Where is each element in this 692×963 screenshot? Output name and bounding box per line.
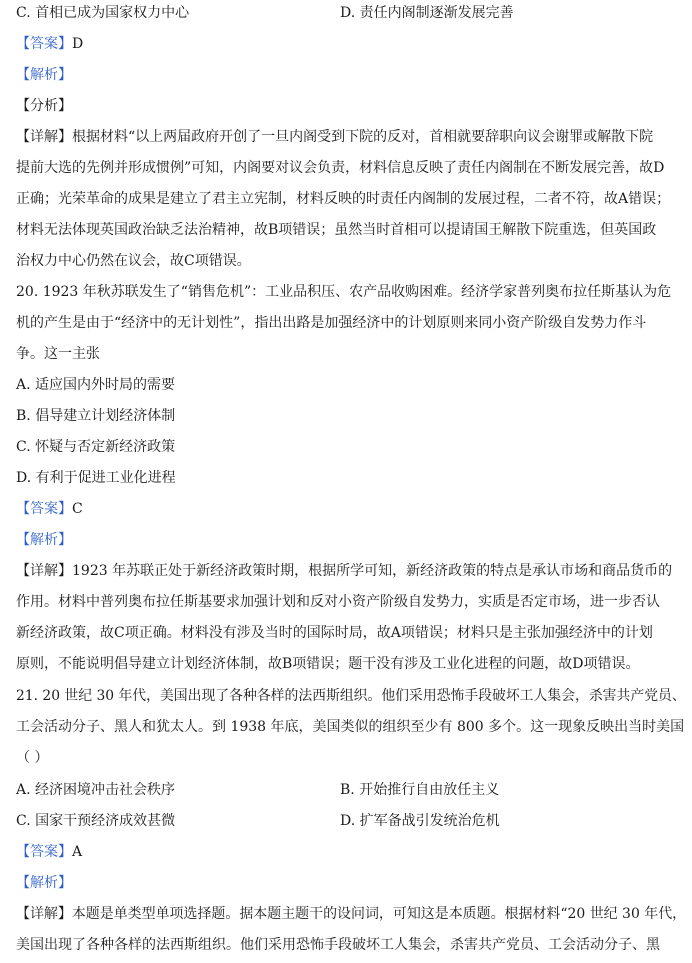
q19-answer — [16, 34, 83, 54]
answer-letter: C — [72, 501, 83, 517]
q21-stem-line-3: （ ） — [16, 750, 49, 766]
q19-detail-line-2: 提前大选的先例并形成惯例”可知，内阁要对议会负责，材料信息反映了责任内阁制在不断发展完善，故D — [16, 160, 665, 176]
q19-option-d: D. 责任内阁制逐渐发展完善 — [340, 5, 514, 21]
fenxi-tag: 【分析】 — [16, 98, 72, 114]
answer-letter: A — [72, 844, 83, 860]
q21-option-b: B. 开始推行自由放任主义 — [340, 782, 500, 798]
q21-jiexi — [16, 873, 72, 893]
detail-tag: 【详解】 — [16, 129, 72, 145]
detail-text: 1923 年苏联正处于新经济政策时期，根据所学可知，新经济政策的特点是承认市场和商品货币的 — [72, 563, 673, 579]
q20-stem-line-1: 20. 1923 年秋苏联发生了“销售危机”：工业品积压、农产品收购困难。经济学家普列奥布拉任斯基认为危 — [16, 284, 672, 300]
q20-detail-line-2: 作用。材料中普列奥布拉任斯基要求加强计划和反对小资产阶级自发势力，实质是否定市场，进一步否认 — [16, 594, 660, 610]
jiexi-tag: 【解析】 — [16, 875, 72, 891]
q19-detail-line-3: 正确；光荣革命的成果是建立了君主立宪制，材料反映的时责任内阁制的发展过程，二者不符，故A错误； — [16, 191, 671, 207]
q20-stem-line-3: 争。这一主张 — [16, 346, 100, 362]
q20-option-c: C. 怀疑与否定新经济政策 — [16, 439, 176, 455]
answer-letter: D — [72, 36, 84, 52]
q20-option-a: A. 适应国内外时局的需要 — [16, 377, 176, 393]
q20-stem-line-2: 机的产生是由于“经济中的无计划性”，指出出路是加强经济中的计划原则来同小资产阶级自发势力作斗 — [16, 315, 647, 331]
detail-tag: 【详解】 — [16, 563, 72, 579]
answer-tag: 【答案】 — [16, 36, 72, 52]
answer-tag: 【答案】 — [16, 844, 72, 860]
q21-stem-line-2: 工会活动分子、黑人和犹太人。到 1938 年底，美国类似的组织至少有 800 多个。这一现象反映出当时美国 — [16, 719, 685, 735]
detail-tag: 【详解】 — [16, 906, 72, 922]
q21-option-d: D. 扩军备战引发统治危机 — [340, 813, 500, 829]
q21-option-c: C. 国家干预经济成效甚微 — [16, 813, 176, 829]
q20-answer — [16, 499, 83, 519]
q20-detail-line-4: 原则，不能说明倡导建立计划经济体制，故B项错误；题干没有涉及工业化进程的问题，故D项错误。 — [16, 656, 640, 672]
q21-stem-line-1: 21. 20 世纪 30 年代，美国出现了各种各样的法西斯组织。他们采用恐怖手段破坏工人集会，杀害共产党员、 — [16, 688, 686, 704]
q19-option-c: C. 首相已成为国家权力中心 — [16, 5, 190, 21]
answer-tag: 【答案】 — [16, 501, 72, 517]
q19-detail-line-4: 材料无法体现英国政治缺乏法治精神，故B项错误；虽然当时首相可以提请国王解散下院重选，但英国政 — [16, 222, 657, 238]
q21-detail-line-1 — [16, 904, 686, 924]
jiexi-tag: 【解析】 — [16, 532, 72, 548]
q20-option-b: B. 倡导建立计划经济体制 — [16, 408, 176, 424]
q20-detail-line-3: 新经济政策，故C项正确。材料没有涉及当时的国际时局，故A项错误；材料只是主张加强经济中的计划 — [16, 625, 653, 641]
q21-answer — [16, 842, 82, 862]
detail-text: 根据材料“以上两届政府开创了一旦内阁受到下院的反对，首相就要辞职向议会谢罪或解散下院 — [72, 129, 654, 145]
q19-fenxi — [16, 96, 72, 116]
q20-detail-line-1 — [16, 561, 672, 581]
jiexi-tag: 【解析】 — [16, 67, 72, 83]
q20-jiexi — [16, 530, 72, 550]
detail-text: 本题是单类型单项选择题。据本题主题干的设问词，可知这是本质题。根据材料“20 世纪 30 年代， — [71, 906, 687, 922]
q19-detail-line-1 — [16, 127, 653, 147]
q20-option-d: D. 有利于促进工业化进程 — [16, 470, 176, 486]
q19-detail-line-5: 治权力中心仍然在议会，故C项错误。 — [16, 253, 251, 269]
q21-option-a: A. 经济困境冲击社会秩序 — [16, 782, 176, 798]
q21-detail-line-2: 美国出现了各种各样的法西斯组织。他们采用恐怖手段破坏工人集会，杀害共产党员、工会活动分子、黑 — [16, 937, 660, 953]
q19-jiexi — [16, 65, 72, 85]
